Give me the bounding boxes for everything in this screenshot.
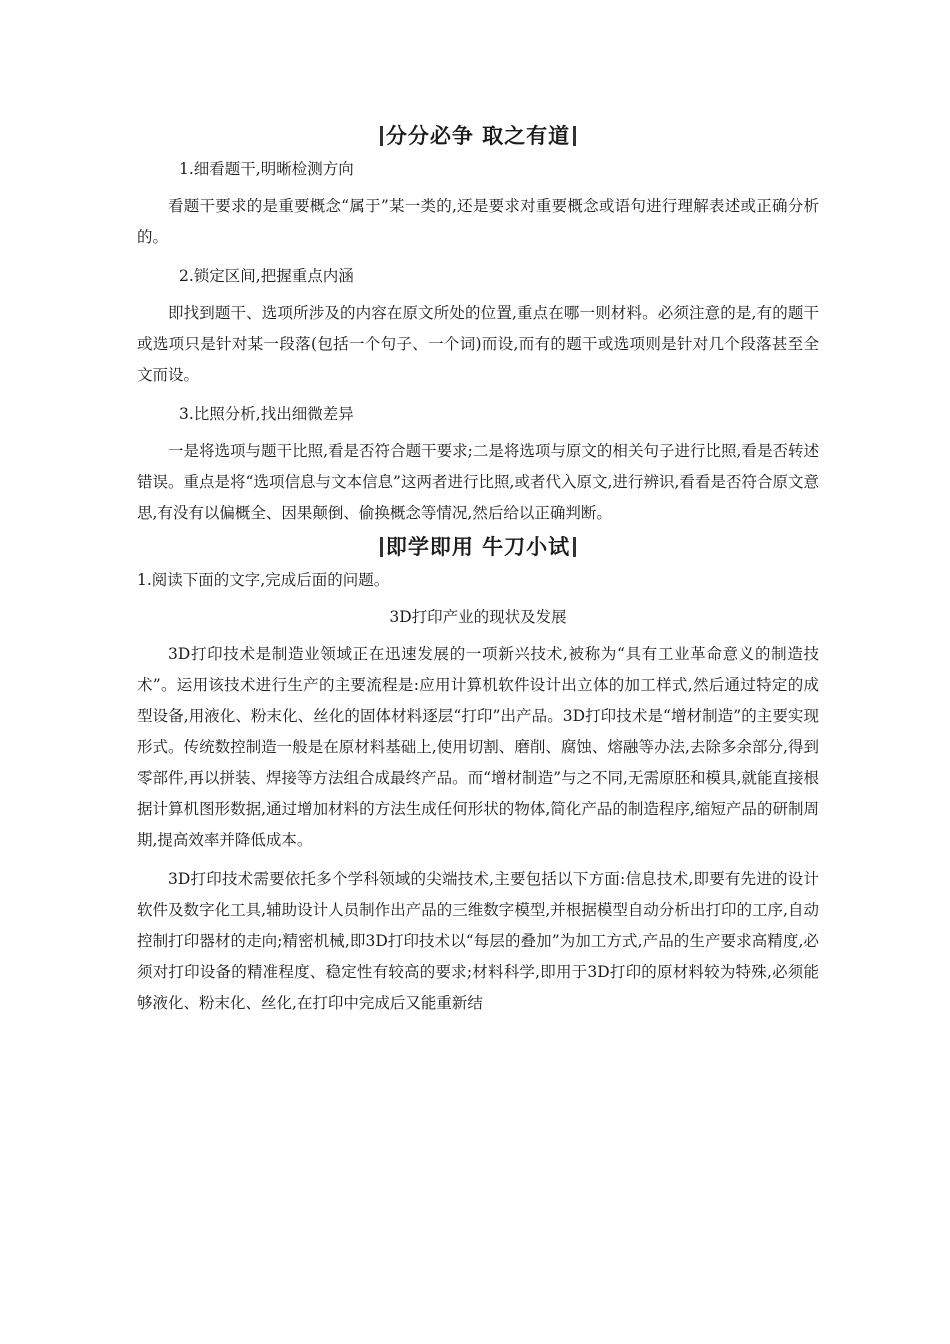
tip-body-3: 一是将选项与题干比照,看是否符合题干要求;二是将选项与原文的相关句子进行比照,看是否转述错误。重点是将“选项信息与文本信息”这两者进行比照,或者代入原文,进行辨识,看看是否符合原文意思,有没有以偏概全、因果颠倒、偷换概念等情况,然后给以正确判断。 <box>137 442 819 522</box>
title-bar-left <box>380 537 383 557</box>
tip-heading-2: 2.锁定区间,把握重点内涵 <box>179 267 354 285</box>
section-title-text: 分分必争 取之有道 <box>385 123 571 148</box>
question-prompt: 1.阅读下面的文字,完成后面的问题。 <box>137 571 390 589</box>
article-paragraph-1: 3D打印技术是制造业领域正在迅速发展的一项新兴技术,被称为“具有工业革命意义的制造技术”。运用该技术进行生产的主要流程是:应用计算机软件设计出立体的加工样式,然后通过特定的成型设备,用液化、粉末化、丝化的固体材料逐层“打印”出产品。3D打印技术是“增材制造”的主要实现形式。传统数控制造一般是在原材料基础上,使用切割、磨削、腐蚀、熔融等办法,去除多余部分,得到零部件,再以拼装、焊接等方法组合成最终产品。而“增材制造”与之不同,无需原胚和模具,就能直接根据计算机图形数据,通过增加材料的方法生成任何形状的物体,简化产品的制造程序,缩短产品的研制周期,提高效率并降低成本。 <box>137 645 819 849</box>
document-page <box>137 118 819 1019</box>
tip-body-1: 看题干要求的是重要概念“属于”某一类的,还是要求对重要概念或语句进行理解表述或正确分析的。 <box>137 197 819 246</box>
tip-body-2: 即找到题干、选项所涉及的内容在原文所处的位置,重点在哪一则材料。必须注意的是,有的题干或选项只是针对某一段落(包括一个句子、一个词)而设,而有的题干或选项则是针对几个段落甚至全文而设。 <box>137 304 819 384</box>
title-bar-left <box>380 126 383 146</box>
section-title-strategy <box>137 118 819 154</box>
section-title-text: 即学即用 牛刀小试 <box>385 534 571 559</box>
title-bar-right <box>573 537 576 557</box>
tip-heading-3: 3.比照分析,找出细微差异 <box>179 405 354 423</box>
title-bar-right <box>573 126 576 146</box>
section-title-practice <box>137 529 819 565</box>
article-paragraph-2: 3D打印技术需要依托多个学科领域的尖端技术,主要包括以下方面:信息技术,即要有先进的设计软件及数字化工具,辅助设计人员制作出产品的三维数字模型,并根据模型自动分析出打印的工序,自动控制打印器材的走向;精密机械,即3D打印技术以“每层的叠加”为加工方式,产品的生产要求高精度,必须对打印设备的精准程度、稳定性有较高的要求;材料科学,即用于3D打印的原材料较为特殊,必须能够液化、粉末化、丝化,在打印中完成后又能重新结 <box>137 870 819 1012</box>
tip-heading-1: 1.细看题干,明晰检测方向 <box>179 160 354 178</box>
article-title: 3D打印产业的现状及发展 <box>389 608 567 626</box>
